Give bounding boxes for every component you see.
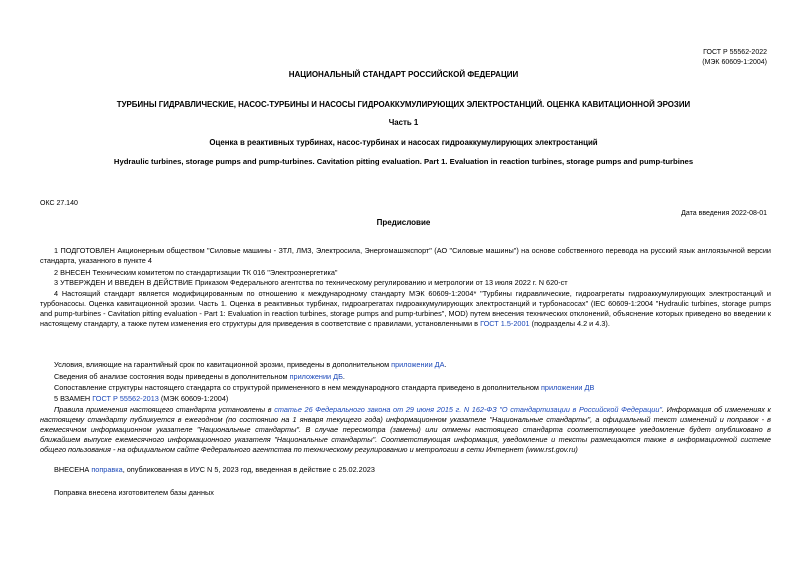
english-title: Hydraulic turbines, storage pumps and pump-turbines. Cavitation pitting evaluation. Part 1. Evaluation in reaction turbines, storage pumps and pump-turbines (113, 157, 694, 166)
main-title: ТУРБИНЫ ГИДРАВЛИЧЕСКИЕ, НАСОС-ТУРБИНЫ И НАСОСЫ ГИДРОАККУМУЛИРУЮЩИХ ЭЛЕКТРОСТАНЦИЙ. ОЦЕНКА КАВИТАЦИОННОЙ ЭРОЗИИ (116, 100, 691, 109)
foreword-heading: Предисловие (376, 218, 431, 227)
item-1: 1 ПОДГОТОВЛЕН Акционерным обществом "Силовые машины - ЗТЛ, ЛМЗ, Электросила, Энергомашэкспорт" (АО "Силовые машины") на основе собственного перевода на русский язык англоязычной версии стандарта, указанного в пункте 4 (40, 246, 771, 266)
standard-code: ГОСТ Р 55562-2022 (703, 49, 767, 56)
clause-annex-da (40, 360, 771, 370)
clause-annex-da-text: Условия, влияющие на гарантийный срок по кавитационной эрозии, приведены в дополнительном (54, 360, 392, 369)
item-4-tail: (подразделы 4.2 и 4.3). (529, 319, 610, 329)
clause-annex-dv (40, 383, 771, 393)
oks-code: ОКС 27.140 (40, 200, 78, 207)
item-2: 2 ВНЕСЕН Техническим комитетом по стандартизации ТК 016 "Электроэнергетика" (54, 268, 338, 277)
intro-date: Дата введения 2022-08-01 (681, 210, 767, 217)
federal-law-link[interactable]: статье 26 Федерального закона от 29 июня 2015 г. N 162-ФЗ "О стандартизации в Российской Федерации" (274, 405, 662, 414)
rules-paragraph (40, 405, 771, 455)
amendment-text-b: , опубликованная в ИУС N 5, 2023 год, введенная в действие с 25.02.2023 (122, 465, 375, 474)
annex-dv-link[interactable]: приложении ДВ (540, 383, 595, 392)
amendment-text-a: ВНЕСЕНА (54, 465, 92, 474)
subtitle: Оценка в реактивных турбинах, насос-турбинах и насосах гидроаккумулирующих электростанций (209, 138, 598, 147)
clause-annex-db (40, 372, 771, 382)
clause-annex-db-tail: . (342, 372, 345, 381)
item-4-text: 4 Настоящий стандарт является модифицированным по отношению к международному стандарту МЭК 60609-1:2004* "Турбины гидравлические, гидроагрегаты гидроаккумулирующих электростанций и турбонасосы. Оценка кавитационной эрозии. Часть 1. Оценка в реактивных турбинах, гидроагрегатах гидроаккумулирующих электростанций и турбонасосах" (IEC 60609-1:2004 "Hydraulic turbines, storage pumps and pump-turbines - Cavitation pitting evaluation - Part 1: Evaluation in reaction turbines, storage pumps and pump-turbines", MOD) путем внесения технических отклонений, объяснение которых приведено во введении к настоящему стандарту, а также путем изменения его структуры для приведения в соответствие с правилами, установленными в (40, 289, 771, 329)
item-3: 3 УТВЕРЖДЕН И ВВЕДЕН В ДЕЙСТВИЕ Приказом Федерального агентства по техническому регулированию и метрологии от 13 июля 2022 г. N 620-ст (54, 278, 568, 287)
footer-note: Поправка внесена изготовителем базы данных (54, 488, 214, 497)
amendment-link[interactable]: поправка (91, 465, 123, 474)
iec-code: (МЭК 60609-1:2004) (702, 59, 767, 66)
item-5-text: 5 ВЗАМЕН (54, 394, 93, 403)
clause-annex-db-text: Сведения об анализе состояния воды приведены в дополнительном (54, 372, 290, 381)
item-4 (40, 289, 771, 329)
item-5 (40, 394, 771, 404)
gost-r-55562-2013-link[interactable]: ГОСТ Р 55562-2013 (92, 394, 159, 403)
amendment-note (40, 465, 771, 475)
rules-text-a: Правила применения настоящего стандарта установлены в (54, 405, 275, 414)
part-title: Часть 1 (388, 118, 419, 127)
item-5-tail: (МЭК 60609-1:2004) (158, 394, 229, 403)
annex-da-link[interactable]: приложении ДА (391, 360, 445, 369)
rules-text-b: . Информация об изменениях к настоящему стандарту публикуется в ежегодном (по состоянию на 1 января текущего года) информационном указателе "Национальные стандарты", а официальный текст изменений и поправок - в ежемесячном информационном указателе "Национальные стандарты". В случае пересмотра (замены) или отмены настоящего стандарта соответствующее уведомление будет опубликовано в ближайшем выпуске ежемесячного информационного указателя "Национальные стандарты". Соответствующая информация, уведомление и тексты размещаются также в информационной системе общего пользования - на официальном сайте Федерального агентства по техническому регулированию и метрологии в сети Интернет (www.rst.gov.ru) (40, 405, 771, 455)
clause-annex-da-tail: . (444, 360, 447, 369)
annex-db-link[interactable]: приложении ДБ (289, 372, 343, 381)
gost-1-5-link[interactable]: ГОСТ 1.5-2001 (480, 319, 530, 329)
clause-annex-dv-text: Сопоставление структуры настоящего стандарта со структурой примененного в нем международного стандарта приведено в дополнительном (54, 383, 541, 392)
standard-title: НАЦИОНАЛЬНЫЙ СТАНДАРТ РОССИЙСКОЙ ФЕДЕРАЦИИ (288, 70, 519, 79)
